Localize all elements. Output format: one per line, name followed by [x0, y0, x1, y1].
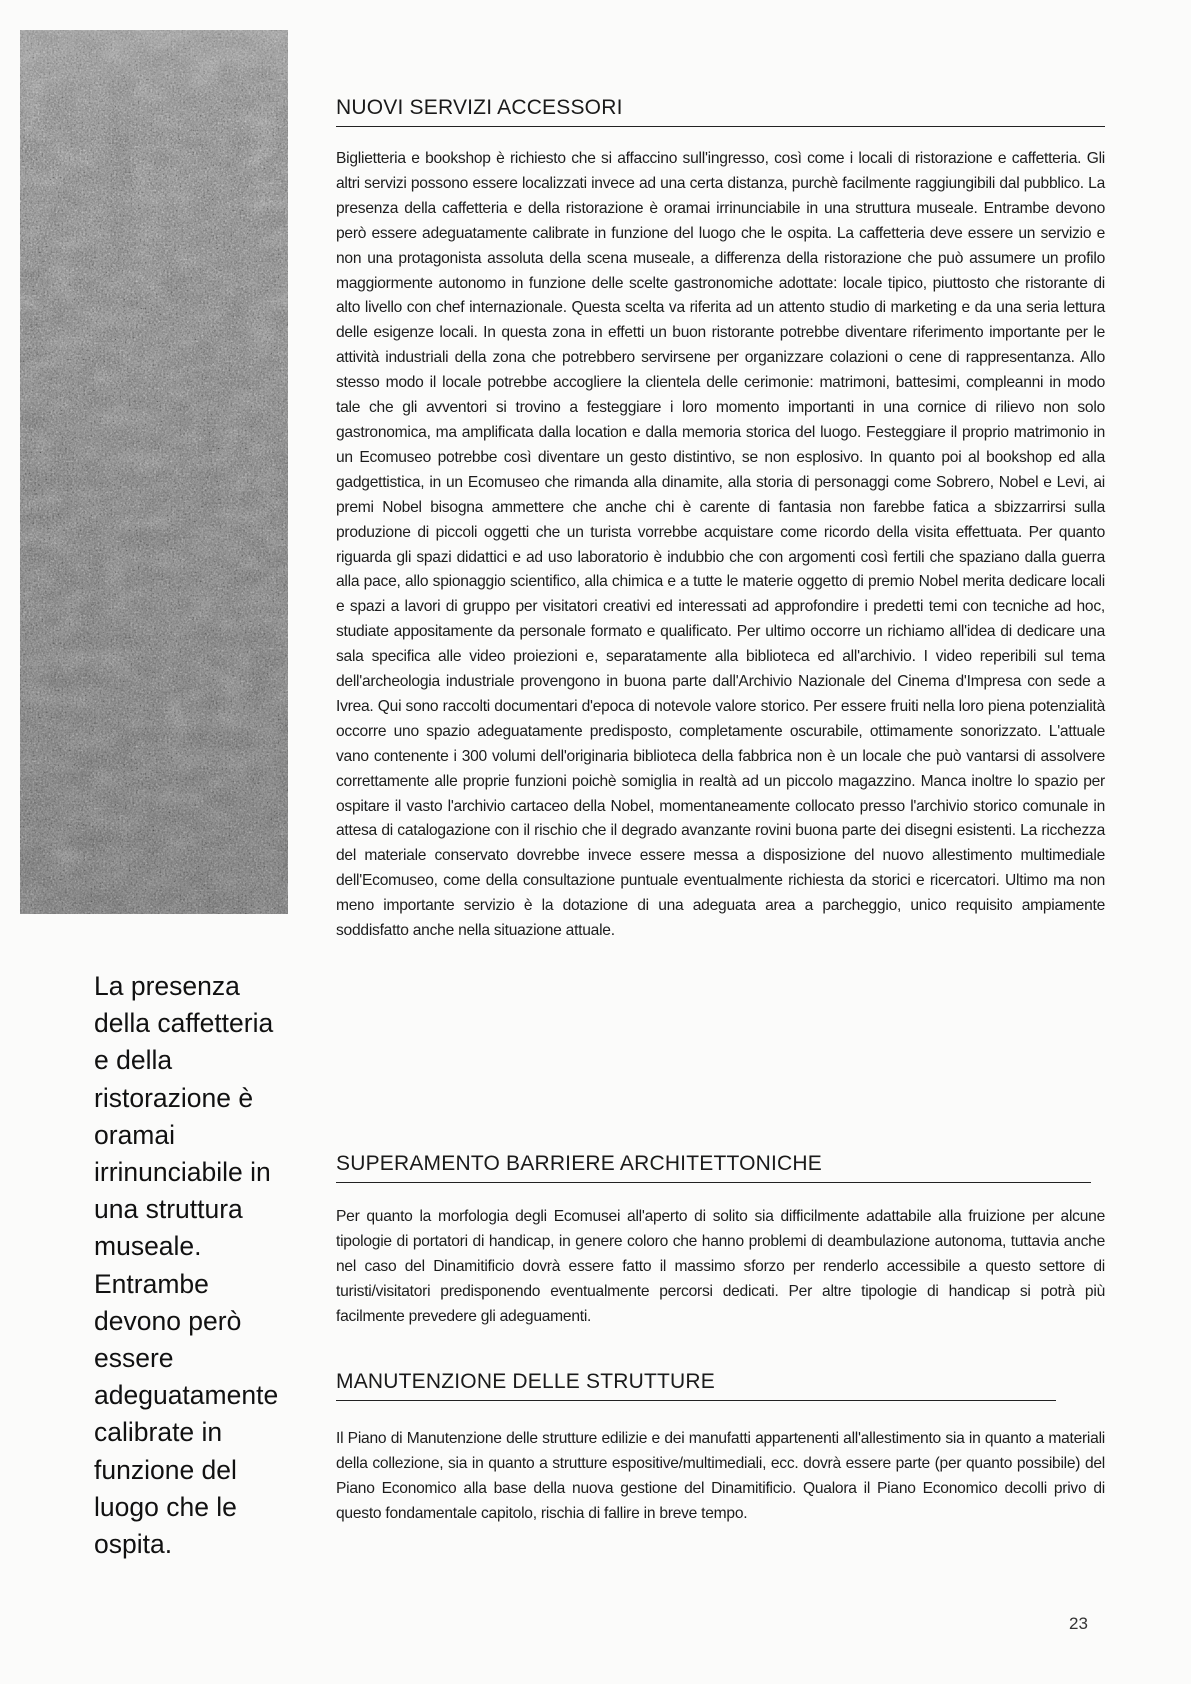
- section-heading: MANUTENZIONE DELLE STRUTTURE: [336, 1370, 715, 1393]
- heading-rule: [336, 126, 1105, 127]
- section-body: Per quanto la morfologia degli Ecomusei all'aperto di solito sia difficilmente adattabile alla fruizione per alcune tipologie di portatori di handicap, in genere coloro che hanno problemi di deambulazione autonoma, tuttavia anche nel caso del Dinamitificio dovrà essere fatto il massimo sforzo per renderlo accessibile a questo settore di turisti/visitatori predisponendo eventualmente percorsi dedicati. Per altre tipologie di handicap si potrà più facilmente prevedere gli adeguamenti.: [336, 1208, 1105, 1325]
- section-manutenzione-strutture: [336, 1370, 1105, 1527]
- vegetation-photo: [20, 30, 288, 914]
- section-heading: SUPERAMENTO BARRIERE ARCHITETTONICHE: [336, 1152, 822, 1175]
- section-heading: NUOVI SERVIZI ACCESSORI: [336, 96, 623, 119]
- section-superamento-barriere: [336, 1152, 1105, 1330]
- section-body: Il Piano di Manutenzione delle strutture edilizie e dei manufatti appartenenti all'allestimento sia in quanto a materiali della collezione, sia in quanto a strutture espositive/multimediali, ecc. dovrà essere parte (per quanto possibile) del Piano Economico alla base della nuova gestione del Dinamitificio. Qualora il Piano Economico decolli privo di questo fondamentale capitolo, rischia di fallire in breve tempo.: [336, 1430, 1105, 1522]
- vegetation-photo-image: [20, 30, 288, 914]
- heading-rule: [336, 1182, 1091, 1183]
- section-body: Biglietteria e bookshop è richiesto che si affaccino sull'ingresso, così come i locali di ristorazione e caffetteria. Gli altri servizi possono essere localizzati invece ad una certa distanza, purchè facilmente raggiungibili dal pubblico. La presenza della caffetteria e della ristorazione è oramai irrinunciabile in una struttura museale. Entrambe devono però essere adeguatamente calibrate in funzione del luogo che le ospita. La caffetteria deve essere un servizio e non una protagonista assoluta della scena museale, a differenza della ristorazione che può assumere un profilo maggiormente autonomo in funzione delle scelte gastronomiche adottate: locale tipico, piuttosto che ristorante di alto livello con chef internazionale. Questa scelta va riferita ad un attento studio di marketing e da una seria lettura delle esigenze locali. In questa zona in effetti un buon ristorante potrebbe diventare riferimento importante per le attività industriali della zona che potrebbero servirsene per organizzare colazioni o cene di rappresentanza. Allo stesso modo il locale potrebbe accogliere la clientela delle cerimonie: matrimoni, battesimi, compleanni in modo tale che gli avventori si trovino a festeggiare i loro momento importanti in una cornice di rilievo non solo gastronomica, ma amplificata dalla location e dalla memoria storica del luogo. Festeggiare il proprio matrimonio in un Ecomuseo potrebbe così diventare un gesto distintivo, se non esplosivo. In quanto poi al bookshop ed alla gadgettistica, in un Ecomuseo che rimanda alla dinamite, alla storia di personaggi come Sobrero, Nobel e Levi, ai premi Nobel bisogna ammettere che anche chi è carente di fantasia non farebbe fatica a sbizzarrirsi sulla produzione di piccoli oggetti che un turista vorrebbe acquistare come ricordo della visita effettuata. Per quanto riguarda gli spazi didattici e ad uso laboratorio è indubbio che con argomenti così fertili che spaziano dalla guerra alla pace, allo spionaggio scientifico, alla chimica e a tutte le materie oggetto di premio Nobel merita dedicare locali e spazi a lavori di gruppo per visitatori creativi ed interessati ad approfondire i predetti temi con tecniche ad hoc, studiate appositamente da personale formato e qualificato. Per ultimo occorre un richiamo all'idea di dedicare una sala specifica alle video proiezioni e, separatamente alla biblioteca ed all'archivio. I video reperibili sul tema dell'archeologia industriale provengono in buona parte dall'Archivio Nazionale del Cinema d'Impresa con sede a Ivrea. Qui sono raccolti documentari d'epoca di notevole valore storico. Per essere fruiti nella loro piena potenzialità occorre uno spazio adeguatamente predisposto, completamente oscurabile, ottimamente sonorizzato. L'attuale vano contenente i 300 volumi dell'originaria biblioteca della fabbrica non è un locale che può vantarsi di assolvere correttamente alle proprie funzioni poichè somiglia in realtà ad un piccolo magazzino. Manca inoltre lo spazio per ospitare il vasto l'archivio cartaceo della Nobel, momentaneamente collocato presso l'archivio storico comunale in attesa di catalogazione con il rischio che il degrado avanzante rovini buona parte dei disegni esistenti. La ricchezza del materiale conservato dovrebbe invece essere messa a disposizione del nuovo allestimento multimediale dell'Ecomuseo, come della consultazione puntuale eventualmente richiesta da storici e ricercatori. Ultimo ma non meno importante servizio è la dotazione di una adeguata area a parcheggio, unico requisito ampiamente soddisfatto anche nella situazione attuale.: [336, 150, 1105, 940]
- heading-rule: [336, 1400, 1056, 1401]
- page-number: 23: [1069, 1614, 1088, 1633]
- pull-quote: La presenza della caffetteria e della ristorazione è oramai irrinunciabile in una struttura museale. Entrambe devono però essere adeguatamente calibrate in funzione del luogo che le ospita.: [94, 971, 279, 1560]
- section-nuovi-servizi-accessori: [336, 96, 1105, 944]
